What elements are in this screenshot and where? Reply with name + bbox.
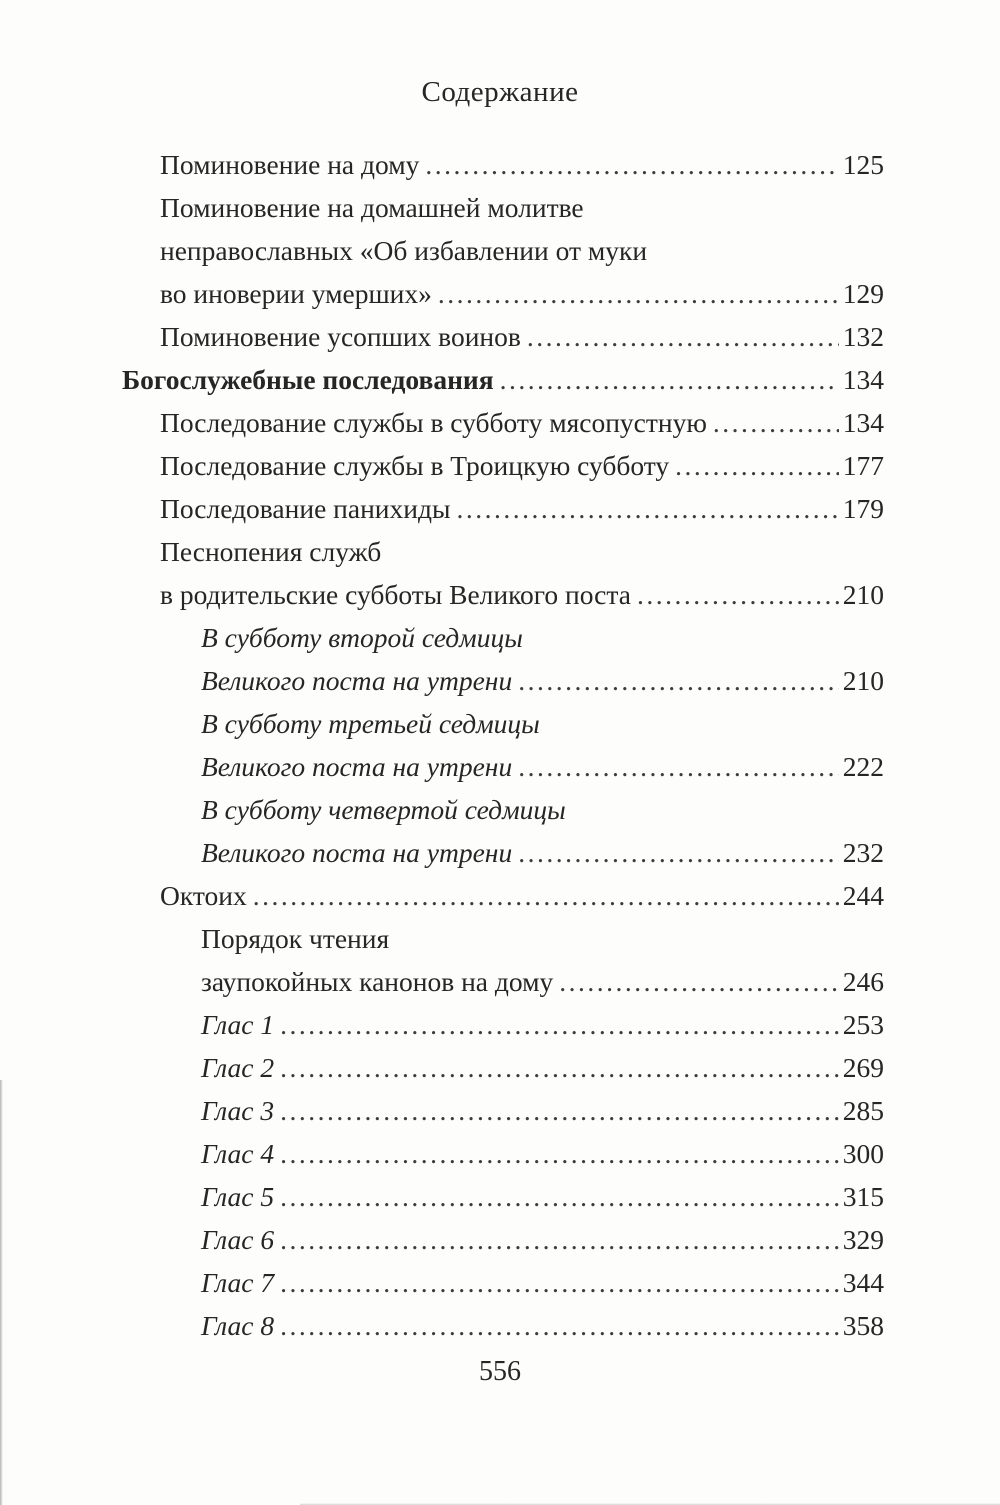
toc-entry-text: Порядок чтения	[201, 923, 390, 954]
toc-page-number: 129	[842, 278, 884, 309]
toc-page-number: 300	[842, 1138, 884, 1169]
toc-entry-text: Глас 7	[201, 1267, 275, 1298]
toc-entry-line	[122, 530, 884, 573]
dot-leader	[518, 745, 839, 788]
toc-entry-text: В субботу четвертой седмицы	[201, 794, 566, 825]
toc-page-number: 244	[842, 880, 884, 911]
toc-page-number: 134	[842, 407, 884, 438]
toc-entry-line	[122, 272, 884, 315]
toc-entry-text: Глас 4	[201, 1138, 275, 1169]
dot-leader	[280, 1089, 839, 1132]
toc-page-number: 232	[842, 837, 884, 868]
toc-entry-line	[122, 487, 884, 530]
toc-entry-text: Песнопения служб	[160, 536, 382, 567]
toc-entry-line	[122, 444, 884, 487]
toc-entry-line	[122, 1046, 884, 1089]
toc-page-number: 210	[842, 579, 884, 610]
toc-entry-line	[122, 229, 884, 272]
toc-entry-line	[122, 1175, 884, 1218]
toc-page-number: 329	[842, 1224, 884, 1255]
toc-entry-line	[122, 186, 884, 229]
toc-entry-line	[122, 874, 884, 917]
toc-entry-text: Богослужебные последования	[122, 364, 494, 395]
dot-leader	[675, 444, 839, 487]
dot-leader	[280, 1261, 839, 1304]
toc-entry-text: Поминовение усопших воинов	[160, 321, 521, 352]
toc-entry-text: Последование службы в Троицкую субботу	[160, 450, 670, 481]
toc-page-number: 358	[842, 1310, 884, 1341]
dot-leader	[713, 401, 839, 444]
toc-entry-text: неправославных «Об избавлении от муки	[160, 235, 648, 266]
toc-page-number: 315	[842, 1181, 884, 1212]
toc-page-number: 246	[842, 966, 884, 997]
toc-entry-line	[122, 788, 884, 831]
dot-leader	[280, 1218, 839, 1261]
toc-entry-text: Глас 5	[201, 1181, 275, 1212]
toc-entry-text: в родительские субботы Великого поста	[160, 579, 631, 610]
toc-entry-text: во иноверии умерших»	[160, 278, 432, 309]
toc-entry-line	[122, 358, 884, 401]
dot-leader	[438, 272, 839, 315]
dot-leader	[280, 1046, 839, 1089]
toc-entry-line	[122, 917, 884, 960]
toc-entry-line	[122, 745, 884, 788]
toc-page-number: 269	[842, 1052, 884, 1083]
dot-leader	[518, 659, 839, 702]
page-title: Содержание	[421, 76, 579, 108]
toc-entry-line	[122, 1261, 884, 1304]
footer-page-number: 556	[479, 1356, 521, 1387]
toc-entry-text: Глас 2	[201, 1052, 275, 1083]
toc-page-number: 222	[842, 751, 884, 782]
toc-entry-text: В субботу третьей седмицы	[201, 708, 540, 739]
toc-entry-line	[122, 960, 884, 1003]
toc-entry-text: Глас 8	[201, 1310, 275, 1341]
toc-entry-line	[122, 1089, 884, 1132]
toc-entry-line	[122, 1003, 884, 1046]
toc-entry-line	[122, 315, 884, 358]
toc-entry-text: Глас 1	[201, 1009, 275, 1040]
toc-entry-line	[122, 573, 884, 616]
toc-entry-text: Глас 6	[201, 1224, 275, 1255]
toc-entry-text: Великого поста на утрени	[201, 837, 513, 868]
scan-edge-shadow	[0, 1080, 3, 1505]
toc-entry-text: Поминовение на дому	[160, 149, 420, 180]
toc-entry-line	[122, 1132, 884, 1175]
toc-entry-line	[122, 401, 884, 444]
toc-entry-line	[122, 1218, 884, 1261]
toc-page-number: 132	[842, 321, 884, 352]
toc-entry-text: заупокойных канонов на дому	[201, 966, 554, 997]
dot-leader	[425, 143, 838, 186]
toc-page-number: 179	[842, 493, 884, 524]
toc-page-number: 177	[842, 450, 884, 481]
dot-leader	[280, 1304, 839, 1347]
toc-entry-line	[122, 659, 884, 702]
toc-page-number: 125	[842, 149, 884, 180]
toc-entry-text: Последование панихиды	[160, 493, 451, 524]
toc-entry-line	[122, 831, 884, 874]
toc-entry-text: Последование службы в субботу мясопустную	[160, 407, 707, 438]
toc-entry-text: Великого поста на утрени	[201, 665, 513, 696]
toc-entry-line	[122, 143, 884, 186]
toc-entry-line	[122, 1304, 884, 1347]
toc-page-number: 253	[842, 1009, 884, 1040]
dot-leader	[518, 831, 839, 874]
toc-entry-line	[122, 702, 884, 745]
toc-list	[122, 143, 884, 1347]
toc-page-number: 344	[842, 1267, 884, 1298]
toc-entry-text: Великого поста на утрени	[201, 751, 513, 782]
dot-leader	[559, 960, 839, 1003]
dot-leader	[280, 1003, 839, 1046]
toc-entry-text: Октоих	[160, 880, 247, 911]
toc-entry-text: В субботу второй седмицы	[201, 622, 523, 653]
toc-page-number: 285	[842, 1095, 884, 1126]
dot-leader	[637, 573, 839, 616]
toc-entry-line	[122, 616, 884, 659]
dot-leader	[500, 358, 839, 401]
toc-page-number: 210	[842, 665, 884, 696]
dot-leader	[253, 874, 839, 917]
dot-leader	[456, 487, 838, 530]
toc-entry-text: Поминовение на домашней молитве	[160, 192, 584, 223]
toc-page-number: 134	[842, 364, 884, 395]
dot-leader	[527, 315, 839, 358]
dot-leader	[280, 1132, 839, 1175]
toc-entry-text: Глас 3	[201, 1095, 275, 1126]
dot-leader	[280, 1175, 839, 1218]
